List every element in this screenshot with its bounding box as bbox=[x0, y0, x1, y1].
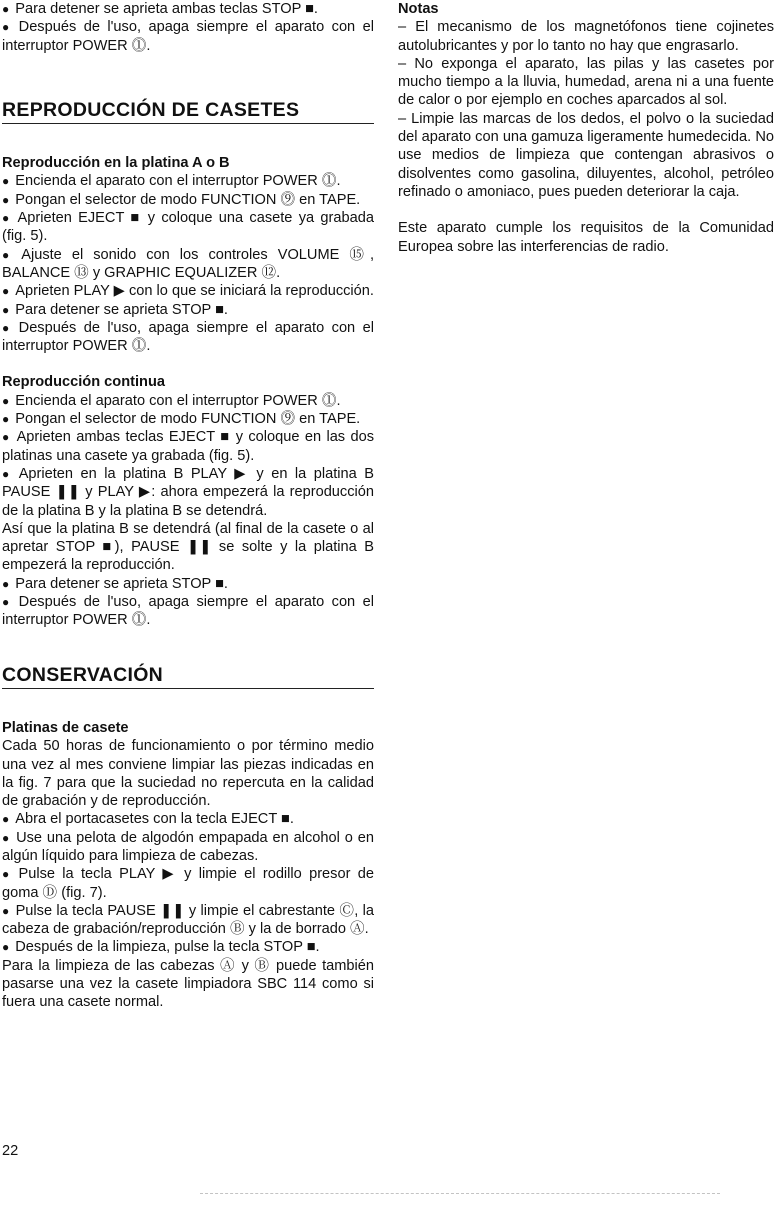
section-title-conservacion: CONSERVACIÓN bbox=[2, 666, 374, 689]
list-item: ● Para detener se aprieta STOP ■. bbox=[2, 575, 374, 593]
list-item: ● Pulse la tecla PAUSE ❚❚ y limpie el cabrestante Ⓒ, la cabeza de grabación/reproducción Ⓑ y la de borrado Ⓐ. bbox=[2, 902, 374, 939]
right-column bbox=[398, 0, 774, 256]
section-title-reproduccion: REPRODUCCIÓN DE CASETES bbox=[2, 101, 374, 124]
left-column bbox=[2, 0, 374, 1012]
paragraph: Así que la platina B se detendrá (al final de la casete o al apretar STOP ■), PAUSE ❚❚ se solte y la platina B empezerá la reproducción. bbox=[2, 520, 374, 574]
list-item: ● Pongan el selector de modo FUNCTION ⓽ en TAPE. bbox=[2, 410, 374, 428]
page-number: 22 bbox=[2, 1143, 19, 1159]
list-item: ● Pulse la tecla PLAY ▶ y limpie el rodillo presor de goma Ⓓ (fig. 7). bbox=[2, 865, 374, 902]
ce-statement: Este aparato cumple los requisitos de la Comunidad Europea sobre las interferencias de radio. bbox=[398, 220, 774, 255]
scan-artifact-divider bbox=[200, 1193, 720, 1196]
notes-title: Notas bbox=[398, 1, 439, 17]
list-item: ● Ajuste el sonido con los controles VOLUME ⑮, BALANCE ⑬ y GRAPHIC EQUALIZER ⑫. bbox=[2, 246, 374, 283]
list-item: ● Después de la limpieza, pulse la tecla STOP ■. bbox=[2, 938, 374, 956]
list-item: ● Después de l'uso, apaga siempre el aparato con el interruptor POWER ⓵. bbox=[2, 593, 374, 630]
list-item: ● Aprieten PLAY ▶ con lo que se iniciará la reproducción. bbox=[2, 282, 374, 300]
list-item: ● Después de l'uso, apaga siempre el aparato con el interruptor POWER ⓵. bbox=[2, 319, 374, 356]
list-item: ● Aprieten EJECT ■ y coloque una casete ya grabada (fig. 5). bbox=[2, 209, 374, 246]
paragraph: Cada 50 horas de funcionamiento o por término medio una vez al mes conviene limpiar las piezas indicadas en la fig. 7 para que la suciedad no repercuta en la calidad de grabación y de reproducción. bbox=[2, 738, 374, 810]
note-item: – No exponga el aparato, las pilas y las casetes por mucho tiempo a la lluvia, humedad, arena ni a una fuente de calor o por ejemplo en coches aparcados al sol. bbox=[398, 55, 774, 109]
list-item: ● Use una pelota de algodón empapada en alcohol o en algún líquido para limpieza de cabezas. bbox=[2, 829, 374, 866]
top-item-1: ● Para detener se aprieta ambas teclas STOP ■. bbox=[2, 0, 374, 18]
note-item: – Limpie las marcas de los dedos, el polvo o la suciedad del aparato con una gamuza ligeramente humedecida. No use medios de limpieza que contengan abrasivos o disolventes como gasolina, diluyentes, alcohol, petróleo refinado o amoniaco, pues pueden deteriorar la caja. bbox=[398, 110, 774, 200]
list-item: ● Aprieten ambas teclas EJECT ■ y coloque en las dos platinas una casete ya grabada (fig. 5). bbox=[2, 428, 374, 465]
list-item: ● Encienda el aparato con el interruptor POWER ⓵. bbox=[2, 392, 374, 410]
subheading-continua: Reproducción continua bbox=[2, 374, 165, 391]
list-item: ● Para detener se aprieta STOP ■. bbox=[2, 301, 374, 319]
list-item: ● Pongan el selector de modo FUNCTION ⓽ en TAPE. bbox=[2, 191, 374, 209]
list-item: ● Encienda el aparato con el interruptor POWER ⓵. bbox=[2, 172, 374, 190]
top-item-2: ● Después de l'uso, apaga siempre el aparato con el interruptor POWER ⓵. bbox=[2, 18, 374, 55]
subheading-platina: Reproducción en la platina A o B bbox=[2, 155, 230, 172]
paragraph: Para la limpieza de las cabezas Ⓐ y Ⓑ puede también pasarse una vez la casete limpiadora SBC 114 como si fuera una casete normal. bbox=[2, 957, 374, 1011]
subheading-casete: Platinas de casete bbox=[2, 719, 129, 736]
list-item: ● Aprieten en la platina B PLAY ▶ y en la platina B PAUSE ❚❚ y PLAY ▶: ahora empezerá la reproducción de la platina B y la platina B se detendrá. bbox=[2, 465, 374, 520]
note-item: – El mecanismo de los magnetófonos tiene cojinetes autolubricantes y por lo tanto no hay que engrasarlo. bbox=[398, 19, 774, 54]
list-item: ● Abra el portacasetes con la tecla EJECT ■. bbox=[2, 810, 374, 828]
